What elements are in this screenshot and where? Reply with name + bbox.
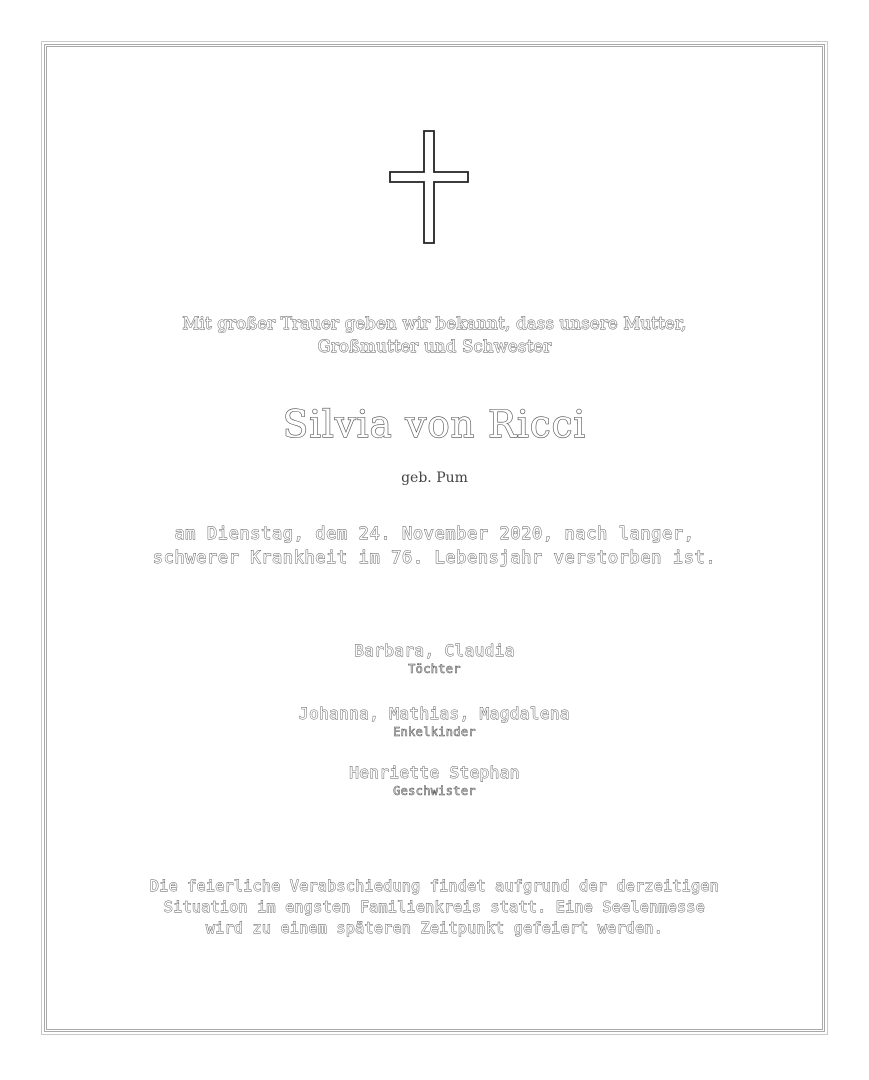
- death-line: schwerer Krankheit im 76. Lebensjahr verstorben ist.: [152, 548, 717, 568]
- mourner-relation: Enkelkinder: [393, 725, 476, 739]
- mourner-group-siblings: [44, 763, 825, 799]
- mourner-names: Barbara, Claudia: [354, 641, 515, 660]
- closing-text: [44, 876, 825, 939]
- maiden-name: geb. Pum: [401, 470, 468, 486]
- intro-text: [44, 312, 825, 358]
- death-line: am Dienstag, dem 24. November 2020, nach langer,: [174, 524, 695, 544]
- closing-line: Situation im engsten Familienkreis statt. Eine Seelenmesse: [163, 898, 706, 916]
- obituary-notice: [44, 44, 825, 1032]
- mourner-group-grandchildren: [44, 704, 825, 740]
- closing-line: wird zu einem späteren Zeitpunkt gefeiert werden.: [205, 919, 664, 937]
- mourner-relation: Töchter: [408, 662, 461, 676]
- deceased-name: Silvia von Ricci: [282, 403, 587, 446]
- closing-line: Die feierliche Verabschiedung findet aufgrund der derzeitigen: [149, 877, 720, 895]
- intro-line: Großmutter und Schwester: [317, 337, 552, 356]
- mourner-names: Henriette Stephan: [349, 763, 520, 782]
- cross-icon: [389, 130, 469, 244]
- mourner-group-daughters: [44, 641, 825, 677]
- mourner-names: Johanna, Mathias, Magdalena: [299, 704, 570, 723]
- death-statement: [44, 522, 825, 570]
- mourner-relation: Geschwister: [393, 784, 476, 798]
- intro-line: Mit großer Trauer geben wir bekannt, dass unsere Mutter,: [182, 314, 687, 333]
